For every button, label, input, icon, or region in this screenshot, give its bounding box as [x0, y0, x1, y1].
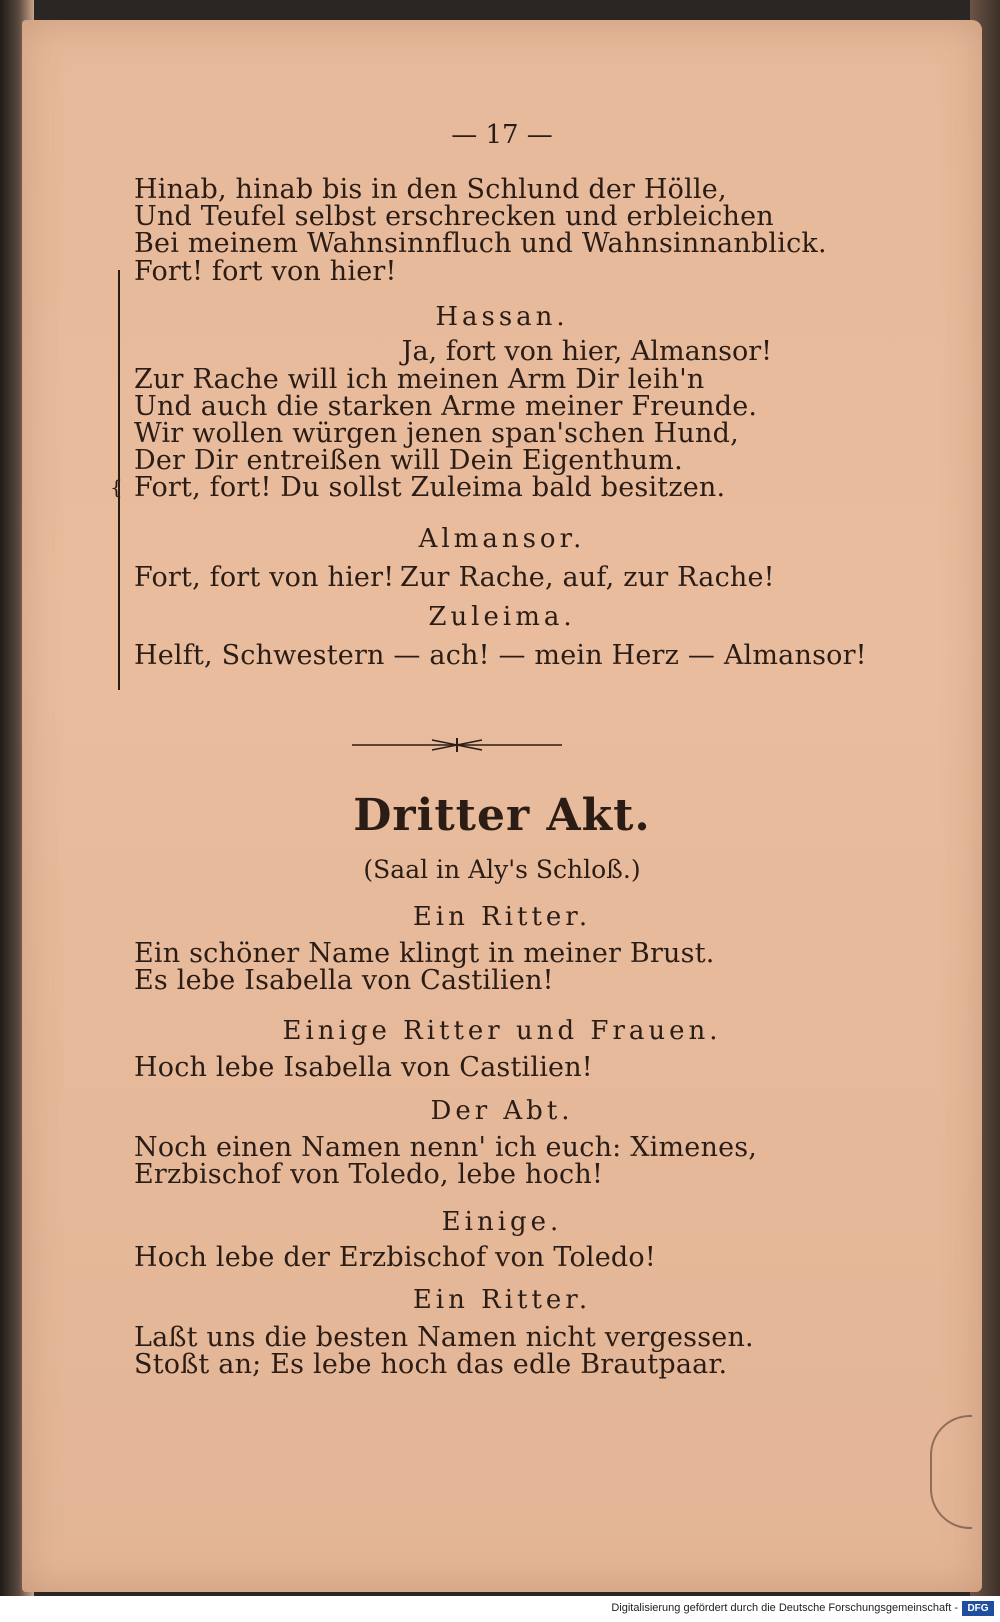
speaker-name: Almansor.: [418, 524, 586, 554]
verse-line: Zur Rache, auf, zur Rache!: [400, 562, 775, 593]
verse-line: Ja, fort von hier, Almansor!: [401, 336, 772, 367]
page-stain: [930, 1415, 972, 1529]
verse-line: Erzbischof von Toledo, lebe hoch!: [134, 1159, 603, 1190]
verse-line: Stoßt an; Es lebe hoch das edle Brautpaar.: [134, 1349, 728, 1380]
speaker-name: Ein Ritter.: [412, 1285, 592, 1315]
verse-line: Laßt uns die besten Namen nicht vergessen.: [134, 1322, 754, 1353]
act-title: Dritter Akt.: [353, 790, 651, 841]
verse-line: Und auch die starken Arme meiner Freunde.: [134, 391, 758, 422]
verse-line: Helft, Schwestern — ach! — mein Herz — Almansor!: [134, 640, 867, 671]
verse-line: Hoch lebe Isabella von Castilien!: [134, 1052, 593, 1083]
speaker-name: Einige Ritter und Frauen.: [282, 1016, 722, 1046]
speaker-name: Einige.: [441, 1207, 563, 1237]
footer-bar: [0, 1596, 1000, 1622]
verse-line: Hinab, hinab bis in den Schlund der Hölle,: [134, 174, 727, 205]
page-number: — 17 —: [451, 120, 553, 150]
book-page: [22, 20, 982, 1592]
speaker-name: Ein Ritter.: [412, 902, 592, 932]
bracket-tip: {: [110, 475, 123, 499]
footer-credit: Digitalisierung gefördert durch die Deutsche Forschungsgemeinschaft -: [611, 1602, 958, 1614]
divider-ornament: [352, 735, 562, 755]
verse-line: Ein schöner Name klingt in meiner Brust.: [134, 938, 715, 969]
act-subtitle: (Saal in Aly's Schloß.): [363, 855, 641, 884]
speaker-name: Hassan.: [435, 302, 569, 332]
verse-line: Zur Rache will ich meinen Arm Dir leih'n: [134, 364, 705, 395]
speaker-name: Zuleima.: [428, 602, 576, 632]
verse-line: Fort, fort von hier!: [134, 562, 395, 593]
verse-line: Wir wollen würgen jenen span'schen Hund,: [134, 418, 739, 449]
verse-line: Bei meinem Wahnsinnfluch und Wahnsinnanblick.: [134, 228, 827, 259]
verse-line: Noch einen Namen nenn' ich euch: Ximenes,: [134, 1132, 758, 1163]
speaker-name: Der Abt.: [430, 1096, 574, 1126]
verse-line: Fort! fort von hier!: [134, 256, 397, 287]
verse-line: Der Dir entreißen will Dein Eigenthum.: [134, 445, 683, 476]
verse-line: Fort, fort! Du sollst Zuleima bald besitzen.: [134, 472, 726, 503]
dfg-logo: DFG: [962, 1601, 994, 1616]
verse-line: Hoch lebe der Erzbischof von Toledo!: [134, 1242, 656, 1273]
verse-line: Es lebe Isabella von Castilien!: [134, 965, 554, 996]
verse-line: Und Teufel selbst erschrecken und erbleichen: [134, 201, 774, 232]
